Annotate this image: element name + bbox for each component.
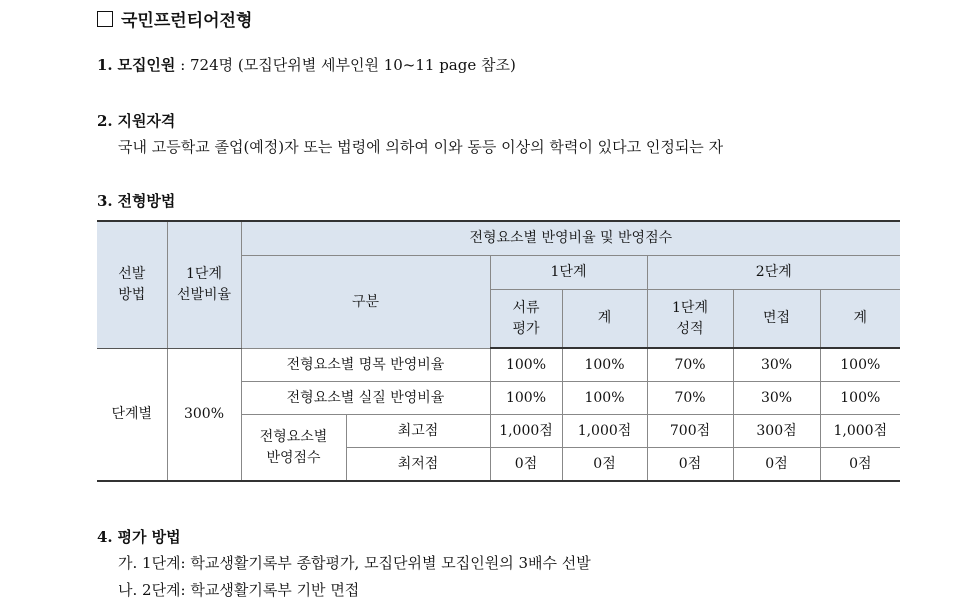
cell: 30%: [733, 382, 820, 415]
recruit-count-line: [97, 54, 516, 75]
cell: 100%: [820, 382, 900, 415]
score-label: 전형요소별 반영점수: [241, 415, 346, 482]
eligibility-heading: [97, 110, 175, 131]
row-label: 최저점: [346, 448, 490, 482]
ratio-cell: 300%: [167, 348, 241, 481]
item1-label: 모집인원: [117, 56, 176, 74]
seoryu-header: 서류 평가: [490, 290, 562, 349]
header-top: 전형요소별 반영비율 및 반영점수: [241, 221, 900, 256]
item2-label: 지원자격: [117, 112, 176, 130]
col-method-header: 선발 방법: [97, 221, 167, 348]
cell: 100%: [820, 348, 900, 382]
method-heading: [97, 190, 175, 211]
section-title: [97, 6, 252, 31]
item3-label: 전형방법: [117, 192, 176, 210]
item4-label: 평가 방법: [117, 528, 181, 546]
item1-num: 1.: [97, 56, 113, 74]
cell: 700점: [647, 415, 733, 448]
item2-num: 2.: [97, 112, 113, 130]
cell: 100%: [490, 382, 562, 415]
row-label: 최고점: [346, 415, 490, 448]
cell: 70%: [647, 382, 733, 415]
row-label: 전형요소별 명목 반영비율: [241, 348, 490, 382]
row-label: 전형요소별 실질 반영비율: [241, 382, 490, 415]
cell: 70%: [647, 348, 733, 382]
evaluation-line-1: 가. 1단계: 학교생활기록부 종합평가, 모집단위별 모집인원의 3배수 선발: [118, 554, 591, 572]
gye2-header: 계: [820, 290, 900, 349]
cell: 1,000점: [490, 415, 562, 448]
cell: 0점: [733, 448, 820, 482]
cell: 0점: [562, 448, 647, 482]
table-row: [97, 348, 900, 382]
gubun-header: 구분: [241, 256, 490, 349]
gye1-header: 계: [562, 290, 647, 349]
col-ratio-header: 1단계 선발비율: [167, 221, 241, 348]
cell: 30%: [733, 348, 820, 382]
stage1-score-header: 1단계 성적: [647, 290, 733, 349]
cell: 1,000점: [820, 415, 900, 448]
selection-table: [97, 220, 900, 482]
cell: 100%: [562, 348, 647, 382]
cell: 1,000점: [562, 415, 647, 448]
cell: 0점: [647, 448, 733, 482]
section-title-text: 국민프런티어전형: [121, 11, 253, 31]
interview-header: 면접: [733, 290, 820, 349]
stage1-header: 1단계: [490, 256, 647, 290]
cell: 0점: [820, 448, 900, 482]
eligibility-text: 국내 고등학교 졸업(예정)자 또는 법령에 의하여 이와 동등 이상의 학력이 있다고 인정되는 자: [118, 138, 724, 156]
method-cell: 단계별: [97, 348, 167, 481]
item4-num: 4.: [97, 528, 113, 546]
cell: 300점: [733, 415, 820, 448]
evaluation-line-2: 나. 2단계: 학교생활기록부 기반 면접: [118, 581, 360, 599]
cell: 100%: [490, 348, 562, 382]
stage2-header: 2단계: [647, 256, 900, 290]
checkbox-square-icon: [97, 11, 113, 27]
item1-text: : 724명 (모집단위별 세부인원 10~11 page 참조): [175, 56, 516, 74]
cell: 0점: [490, 448, 562, 482]
item3-num: 3.: [97, 192, 113, 210]
evaluation-heading: [97, 526, 181, 547]
cell: 100%: [562, 382, 647, 415]
